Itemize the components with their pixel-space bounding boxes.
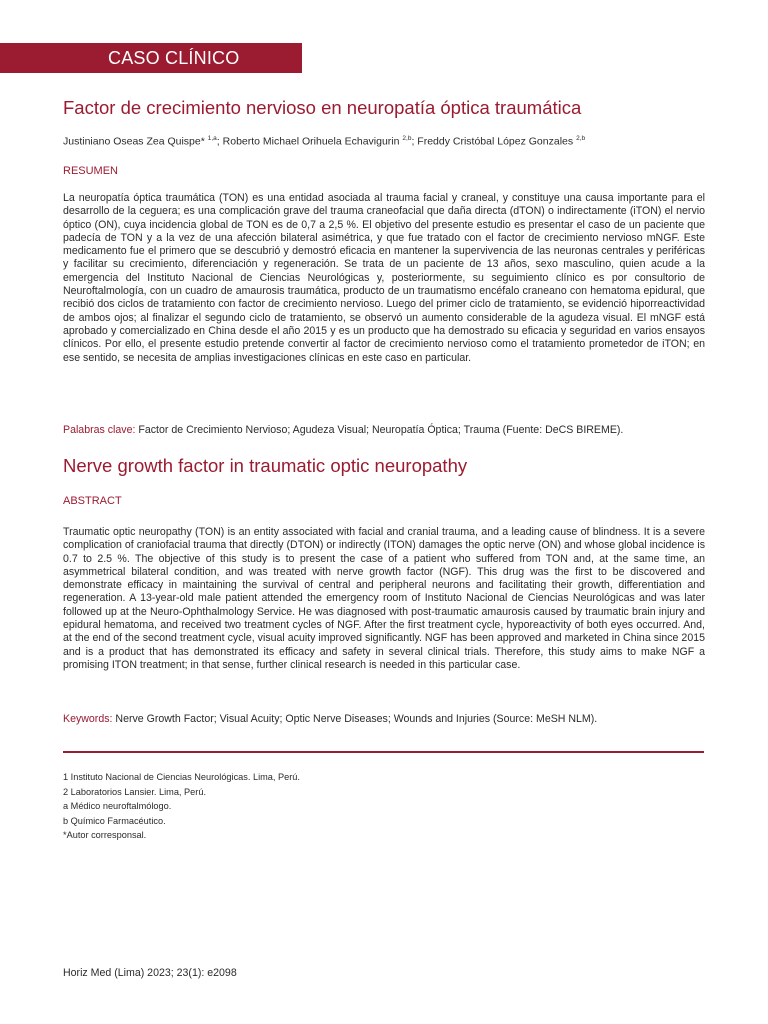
palabras-clave [63, 424, 705, 437]
journal-citation: Horiz Med (Lima) 2023; 23(1): e2098 [63, 967, 237, 979]
author-affiliation-marker: 2,b [576, 135, 586, 142]
article-type-banner [0, 43, 302, 73]
author-name: Roberto Michael Orihuela Echavigurin [222, 135, 400, 148]
affiliation-item: 1 Instituto Nacional de Ciencias Neurológicas. Lima, Perú. [63, 772, 300, 782]
keywords [63, 713, 705, 726]
keywords-text: Nerve Growth Factor; Visual Acuity; Optic Nerve Diseases; Wounds and Injuries (Source: MeSH NLM). [115, 713, 598, 725]
abstract-body: Traumatic optic neuropathy (TON) is an entity associated with facial and cranial trauma, and a leading cause of blindness. It is a severe complication of craniofacial trauma that directly (DTON) or indirectly (ITON) damages the optic nerve (ON) and whose global incidence is 0.7 to 2.5 %. The objective of this study is to present the case of a patient who suffered from TON and, at the same time, an asymmetrical bilateral condition, and was treated with nerve growth factor (NGF). This drug was the first to be discovered and demonstrate efficacy in maintaining the survival of central and peripheral neurons and facilitating their growth, differentiation and regeneration. A 13-year-old male patient attended the emergency room of Instituto Nacional de Ciencias Neurológicas and was later followed up at the Neuro-Ophthalmology Service. He was diagnosed with post-traumatic amaurosis caused by traumatic brain injury and epidural hematoma, and received two treatment cycles of NGF. After the first treatment cycle, hyporeactivity of both eyes occurred. And, at the end of the second treatment cycle, visual acuity improved significantly. NGF has been approved and marketed in China since 2015 and is a product that has demonstrated its efficacy and safety in several clinical trials. Therefore, this study aims to make NGF a promising ITON treatment; in that sense, further clinical research is needed in this particular case. [63, 526, 705, 671]
resumen-body: La neuropatía óptica traumática (TON) es una entidad asociada al trauma facial y craneal, y constituye una causa importante para el desarrollo de la ceguera; es una complicación grave del trauma craneofacial que daña directa (dTON) o indirectamente (iTON) el nervio óptico (ON), cuya incidencia global de TON es de 0,7 a 2,5 %. El objetivo del presente estudio es presentar el caso de un paciente que padecía de TON y a la vez de una afección bilateral asimétrica, y que fue tratado con el factor de crecimiento nervioso mNGF. Este medicamento fue el primero que se descubrió y demostró eficacia en mantener la supervivencia de las neuronas centrales y periféricas y facilitar su crecimiento, diferenciación y regeneración. Se trata de un paciente de 13 años, sexo masculino, quien acude a la emergencia del Instituto Nacional de Ciencias Neurológicas y, posteriormente, su seguimiento clínico es por consultorio de Neuroftalmología, con un cuadro de amaurosis traumática, producto de un traumatismo encéfalo craneano con hematoma epidural, que recibió dos ciclos de tratamiento con factor de crecimiento nervioso. Luego del primer ciclo de tratamiento, se evidenció hiporreactividad de ambos ojos; al finalizar el segundo ciclo de tratamiento, se observó un aumento considerable de la agudeza visual. El mNGF está aprobado y comercializado en China desde el año 2015 y es un producto que ha demostrado su eficacia y seguridad en varios ensayos clínicos. Por ello, el presente estudio pretende convertir al factor de crecimiento nervioso como el tratamiento prometedor de iTON; en ese sentido, se necesita de amplias investigaciones clínicas en este caso en particular. [63, 192, 705, 364]
affiliation-item: *Autor corresponsal. [63, 830, 147, 841]
article-type-label: CASO CLÍNICO [108, 48, 240, 68]
author-separator: ; [216, 135, 223, 148]
footnote-divider [63, 751, 704, 753]
english-title: Nerve growth factor in traumatic optic neuropathy [63, 455, 468, 476]
keywords-label: Keywords: [63, 713, 113, 725]
affiliation-item: a Médico neuroftalmólogo. [63, 801, 172, 812]
spanish-title: Factor de crecimiento nervioso en neuropatía óptica traumática [63, 97, 582, 118]
resumen-heading: RESUMEN [63, 165, 119, 177]
author-affiliation-marker: 1,a [207, 135, 217, 142]
author-name: Justiniano Oseas Zea Quispe* [63, 135, 205, 148]
author-affiliation-marker: 2,b [402, 135, 412, 142]
author-name: Freddy Cristóbal López Gonzales [417, 135, 574, 148]
affiliation-item: b Químico Farmacéutico. [63, 815, 166, 826]
palabras-clave-text: Factor de Crecimiento Nervioso; Agudeza Visual; Neuropatía Óptica; Trauma (Fuente: DeCS BIREME). [138, 424, 624, 436]
author-list [63, 135, 585, 148]
palabras-clave-label: Palabras clave: [63, 424, 136, 436]
affiliation-list [63, 770, 300, 843]
author-separator: ; [411, 135, 418, 148]
affiliation-item: 2 Laboratorios Lansier. Lima, Perú. [63, 786, 206, 797]
abstract-heading: ABSTRACT [63, 495, 122, 507]
